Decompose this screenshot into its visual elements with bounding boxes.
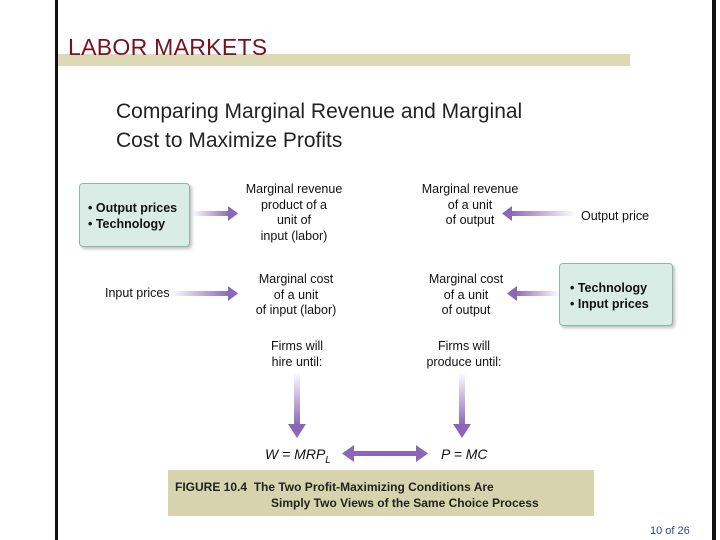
formula-w-equals-mrp bbox=[265, 446, 331, 466]
mc-labor-line-1: Marginal cost bbox=[258, 272, 334, 286]
right-factors-box bbox=[559, 263, 673, 326]
formula-left-main: W = MRP bbox=[265, 446, 326, 462]
right-box-item-1: • Technology bbox=[570, 281, 648, 295]
left-factors-box bbox=[79, 183, 190, 247]
formula-p-equals-mc: P = MC bbox=[441, 446, 488, 462]
firms-hire-label bbox=[241, 339, 353, 370]
mrp-line-1: Marginal revenue bbox=[245, 182, 343, 196]
mr-line-1: Marginal revenue bbox=[421, 182, 519, 196]
mr-label bbox=[414, 182, 526, 229]
arrow-left-box-to-mrp bbox=[192, 206, 238, 221]
mc-output-label bbox=[410, 272, 522, 319]
figure-caption-line-2: Simply Two Views of the Same Choice Process bbox=[271, 496, 539, 510]
arrow-double-equivalence bbox=[342, 445, 428, 462]
mrp-line-4: input (labor) bbox=[260, 228, 328, 243]
left-box-item-2: • Technology bbox=[88, 217, 166, 231]
figure-label: FIGURE 10.4 bbox=[175, 480, 248, 494]
page-number: 10 of 26 bbox=[650, 525, 690, 537]
input-prices-label: Input prices bbox=[105, 286, 170, 300]
firms-produce-label bbox=[408, 339, 520, 370]
arrow-down-hire bbox=[288, 372, 306, 438]
figure-caption-line-1 bbox=[175, 480, 494, 494]
mc-output-line-1: Marginal cost bbox=[428, 272, 504, 286]
firms-hire-line-1: Firms will bbox=[270, 339, 324, 353]
mc-labor-line-3: of input (labor) bbox=[255, 303, 337, 317]
mrp-line-2: product of a bbox=[260, 197, 327, 212]
arrow-input-prices-to-mc-labor bbox=[170, 286, 238, 301]
right-box-item-2: • Input prices bbox=[570, 297, 649, 311]
mc-output-line-2: of a unit bbox=[443, 287, 489, 302]
formula-left-subscript: L bbox=[325, 454, 331, 466]
slide-title: LABOR MARKETS bbox=[68, 34, 268, 60]
figure-caption-box bbox=[168, 470, 594, 516]
firms-produce-line-2: produce until: bbox=[426, 354, 502, 369]
figure-title-line-1: The Two Profit-Maximizing Conditions Are bbox=[253, 480, 494, 494]
output-price-label: Output price bbox=[581, 209, 650, 223]
arrow-down-produce bbox=[453, 372, 471, 438]
mr-line-3: of output bbox=[445, 213, 495, 227]
mc-output-line-3: of output bbox=[441, 303, 491, 317]
mr-line-2: of a unit bbox=[447, 197, 493, 212]
mc-labor-label bbox=[240, 272, 352, 319]
mrp-label bbox=[238, 182, 350, 244]
firms-produce-line-1: Firms will bbox=[437, 339, 491, 353]
mc-labor-line-2: of a unit bbox=[273, 287, 319, 302]
firms-hire-line-2: hire until: bbox=[271, 354, 323, 369]
mrp-line-3: unit of bbox=[276, 213, 312, 227]
subtitle-line-1: Comparing Marginal Revenue and Marginal bbox=[116, 100, 523, 123]
subtitle-line-2: Cost to Maximize Profits bbox=[116, 129, 343, 152]
left-box-item-1: • Output prices bbox=[88, 201, 178, 215]
